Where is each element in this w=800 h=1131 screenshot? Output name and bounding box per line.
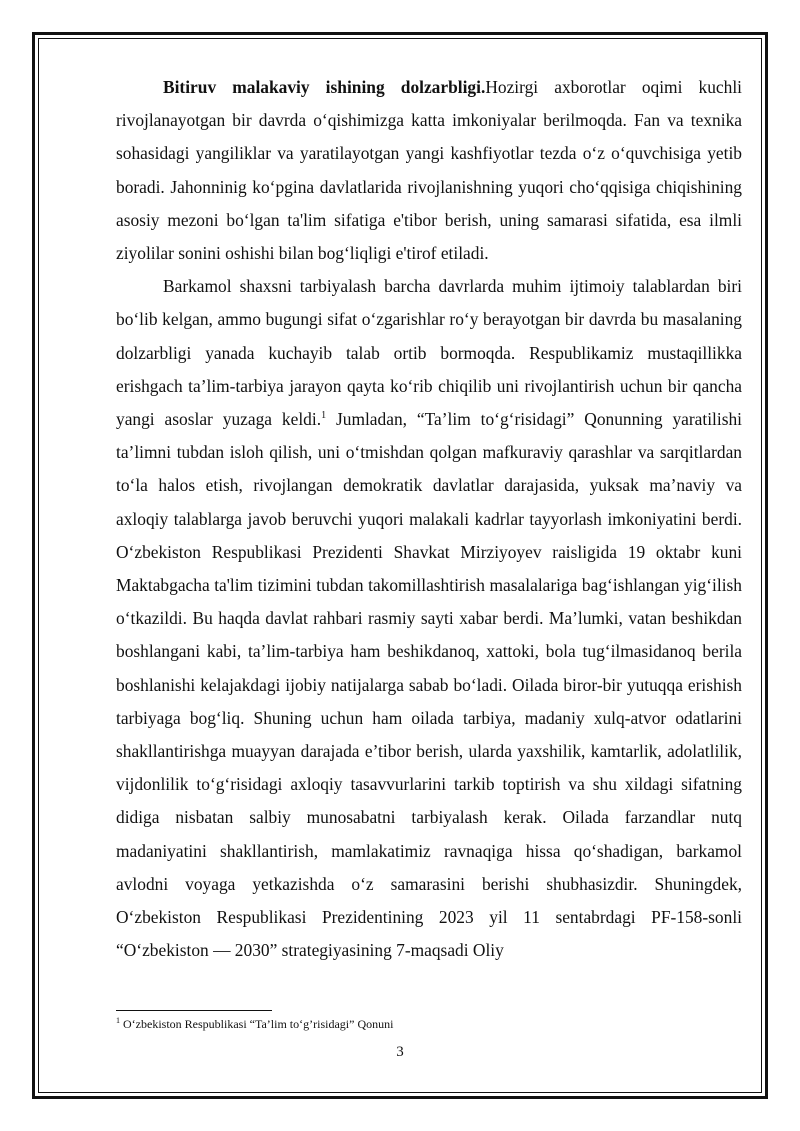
paragraph-2-text-end: Jumladan, “Ta’lim to‘g‘risidagi” Qonunning yaratilishi ta’limni tubdan isloh qilish, uni o‘tmishdan qolgan mafkuraviy qarashlar va sarqitlardan to‘la halos etish, rivojlangan demokratik davlatlar darajasida, yuksak ma’naviy va axloqiy talablarga javob beruvchi yuqori malakali kadrlar tayyorlash imkoniyatini berdi. O‘zbekiston Respublikasi Prezidenti Shavkat Mirziyoyev raisligida 19 oktabr kuni Maktabgacha ta'lim tizimini tubdan takomillashtirish masalalariga bag‘ishlangan yig‘ilish o‘tkazildi. Bu haqda davlat rahbari rasmiy sayti xabar berdi. Ma’lumki, vatan beshikdan boshlangani kabi, ta’lim-tarbiya ham beshikdanoq, xattoki, bola tug‘ilmasidanoq berila boshlanishi kelajakdagi ijobiy natijalarga sabab bo‘ladi. Oilada biror-bir yutuqqa erishish tarbiyaga bog‘liq. Shuning uchun ham oilada tarbiya, madaniy xulq-atvor odatlarini shakllantirishga muayyan darajada e’tibor berish, ularda yaxshilik, kamtarlik, adolatlilik, vijdonlilik to‘g‘risidagi axloqiy tasavvurlarini tarkib toptirish va shu xildagi sifatning didiga nisbatan salbiy munosabatni tarbiyalash kerak. Oilada farzandlar nutq madaniyatini shakllantirish, mamlakatimiz ravnaqiga hissa qo‘shadigan, barkamol avlodni voyaga yetkazishda o‘z samarasini berishi shubhasizdir. Shuningdek, O‘zbekiston Respublikasi Prezidentining 2023 yil 11 sentabrdagi PF-158-sonli “O‘zbekiston — 2030” strategiyasining 7-maqsadi Oliy xyxy=(116,409,742,961)
footnote-text: O‘zbekiston Respublikasi “Ta’lim to‘g’risidagi” Qonuni xyxy=(120,1017,394,1031)
footnote-reference: 1 xyxy=(321,410,327,422)
paragraph-relevance xyxy=(116,71,742,270)
section-heading: Bitiruv malakaviy ishining dolzarbligi. xyxy=(163,77,486,97)
footnote xyxy=(116,1016,736,1032)
footnote-marker: 1 xyxy=(116,1016,120,1025)
footnote-divider xyxy=(116,1010,272,1011)
paragraph-2-text-start: Barkamol shaxsni tarbiyalash barcha davrlarda muhim ijtimoiy talablardan biri bo‘lib kelgan, ammo bugungi sifat o‘zgarishlar ro‘y berayotgan bir davrda bu masalaning dolzarbligi yanada kuchayib talab ortib bormoqda. Respublikamiz mustaqillikka erishgach ta’lim-tarbiya jarayon qayta ko‘rib chiqilib uni rivojlantirish uchun bir qancha yangi asoslar yuzaga keldi. xyxy=(116,276,742,430)
page-number: 3 xyxy=(396,1044,404,1060)
paragraph-1-text: Hozirgi axborotlar oqimi kuchli rivojlanayotgan bir davrda o‘qishimizga katta imkoniyalar berilmoqda. Fan va texnika sohasidagi yangiliklar va yaratilayotgan yangi kashfiyotlar tezda o‘z o‘quvchisiga yetib boradi. Jahonninig ko‘pgina davlatlarida rivojlanishning yuqori cho‘qqisiga chiqishining asosiy mezoni bo‘lgan ta'lim sifatiga e'tibor berish, uning samarasi sifatida, esa ilmli ziyolilar sonini oshishi bilan bog‘liqligi e'tirof etiladi. xyxy=(116,77,742,264)
paragraph-upbringing xyxy=(116,270,742,967)
document-body xyxy=(116,71,742,967)
